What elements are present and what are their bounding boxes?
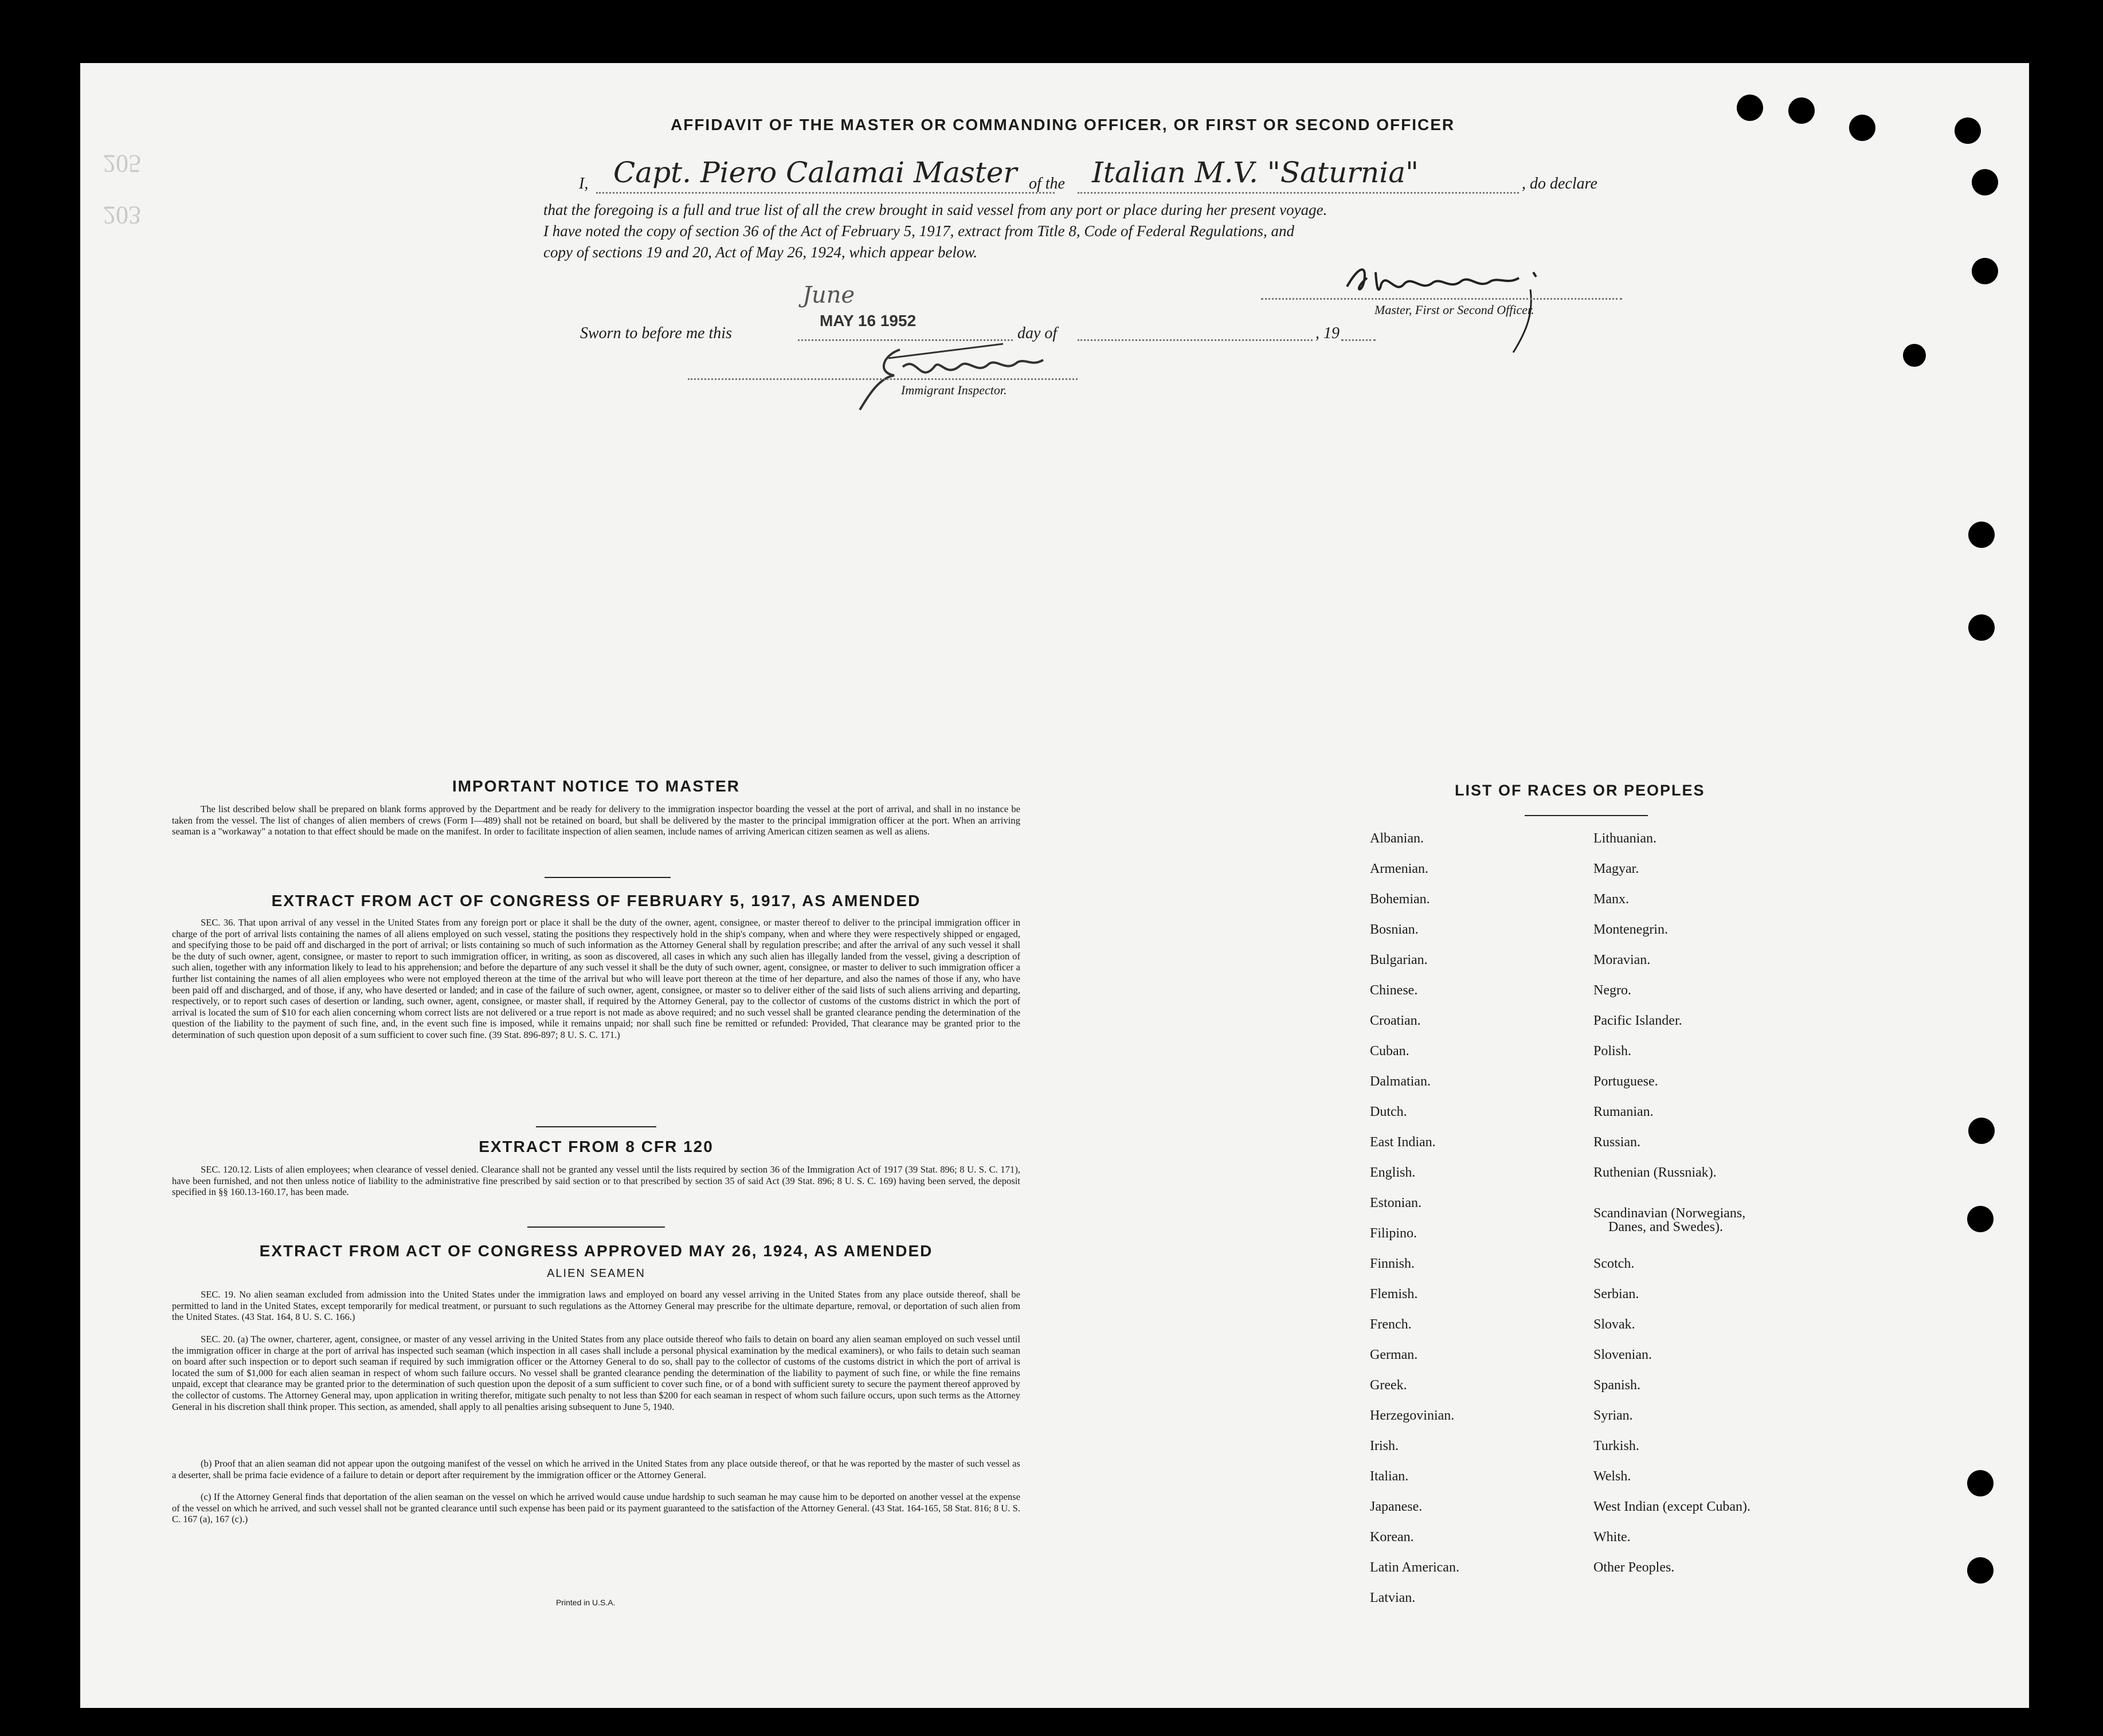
race-item: Latin American. [1370, 1560, 1459, 1575]
race-item: Slovak. [1593, 1317, 1635, 1332]
race-item: Dutch. [1370, 1104, 1407, 1119]
race-item: Magyar. [1593, 861, 1639, 876]
extract-1917-title: EXTRACT FROM ACT OF CONGRESS OF FEBRUARY 5, 1917, AS AMENDED [271, 892, 921, 910]
punch-hole [1968, 1118, 1995, 1144]
race-item: Scandinavian (Norwegians, [1593, 1206, 1746, 1221]
race-item: Moravian. [1593, 953, 1651, 967]
race-item: Finnish. [1370, 1256, 1415, 1271]
extract-1924-sec20c: (c) If the Attorney General finds that deportation of the alien seaman on the vessel on which he arrived would cause undue hardship to such seaman he may cause him to be deported on another vessel at the expense of the vessel on which he arrived, and such vessel shall not be granted clearance until such expense has been paid or its payment guaranteed to the satisfaction of the Attorney General. (43 Stat. 164-165, 58 Stat. 816; 8 U. S. C. 167 (a), 167 (c).) [172, 1491, 1020, 1525]
punch-hole [1968, 522, 1995, 548]
race-item: Flemish. [1370, 1287, 1418, 1302]
punch-hole [1972, 169, 1998, 195]
notice-text: The list described below shall be prepared on blank forms approved by the Department and be ready for delivery to the immigration inspector boarding the vessel at the port of arrival, and shall in no instance be taken from the vessel. The list of changes of alien members of crews (Form I—489) shall not be retained on board, but shall be delivered by the master to the principal immigration officer at the port. When an arriving seaman is a "workaway" a notation to that effect should be made on the manifest. In order to facilitate inspection of alien seamen, include names of arriving American citizen seamen as well as aliens. [172, 804, 1020, 837]
margin-mark: 205 [103, 150, 141, 178]
race-item: Scotch. [1593, 1256, 1635, 1271]
punch-hole [1967, 1470, 1994, 1496]
margin-mark: 203 [103, 201, 141, 229]
punch-hole [1955, 117, 1981, 144]
punch-hole [1967, 1206, 1994, 1232]
race-item: Pacific Islander. [1593, 1013, 1682, 1028]
punch-hole [1967, 1557, 1994, 1584]
extract-1924-sec20a: SEC. 20. (a) The owner, charterer, agent, consignee, or master of any vessel arriving in the United States from any place outside thereof who fails to detain on board any alien seaman employed on such vessel until the immigration officer in charge at the port of arrival has inspected such seaman (which inspection in all cases shall include a personal physical examination by the medical examiners), or who fails to detain such seaman on board after such inspection or to deport such seaman if required by such immigration officer or the Attorney General to do so, shall pay to the collector of customs of the customs district in which the port of arrival is located the sum of $1,000 for each alien seaman in respect of whom such failure occurs. No vessel shall be granted clearance pending the determination of the liability to payment of such fine, or while the fine remains unpaid, except that clearance may be granted prior to the determination of such question upon the deposit of a sum sufficient to cover such fine, or of a bond with sufficient surety to secure the payment thereof approved by the collector of customs. The Attorney General may, upon application in writing therefor, mitigate such penalty to not less than $200 for each seaman in respect of whom such failure occurs, upon such terms as the Attorney General in his discretion shall think proper. This section, as amended, shall apply to all penalties arising subsequent to June 5, 1940. [172, 1334, 1020, 1412]
race-item: Filipino. [1370, 1226, 1417, 1241]
race-item: Montenegrin. [1593, 922, 1668, 937]
year-label: , 19 [1315, 324, 1340, 342]
affidavit-title: AFFIDAVIT OF THE MASTER OR COMMANDING OFFICER, OR FIRST OR SECOND OFFICER [671, 116, 1455, 134]
punch-hole [1737, 95, 1763, 121]
inspector-signature [854, 332, 1072, 421]
master-signature-line [1261, 298, 1622, 300]
race-item: Bohemian. [1370, 892, 1430, 907]
race-item: Slovenian. [1593, 1347, 1652, 1362]
race-item: Danes, and Swedes). [1608, 1220, 1723, 1235]
race-item: Ruthenian (Russniak). [1593, 1165, 1717, 1180]
race-item: English. [1370, 1165, 1416, 1180]
vessel-name-handwritten: Italian M.V. "Saturnia" [1092, 156, 1419, 189]
race-item: Albanian. [1370, 831, 1424, 846]
day-of-line [1078, 339, 1313, 341]
day-of-label: day of [1017, 324, 1058, 342]
race-item: Spanish. [1593, 1378, 1641, 1393]
printed-in-usa: Printed in U.S.A. [556, 1598, 616, 1607]
vessel-dotted-line [1078, 192, 1519, 194]
punch-hole [1788, 97, 1815, 124]
race-item: West Indian (except Cuban). [1593, 1499, 1750, 1514]
race-item: Portuguese. [1593, 1074, 1658, 1089]
extract-cfr-title: EXTRACT FROM 8 CFR 120 [479, 1138, 714, 1155]
race-item: Estonian. [1370, 1196, 1421, 1210]
extract-1924-sec19: SEC. 19. No alien seaman excluded from admission into the United States under the immigration laws and employed on board any vessel arriving in the United States from any place outside thereof, shall be permitted to land in the United States, except temporarily for medical treatment, or pursuant to such regulations as the Attorney General may prescribe for the ultimate departure, removal, or deportation of such alien from the United States. (43 Stat. 164, 8 U. S. C. 166.) [172, 1289, 1020, 1323]
race-item: Turkish. [1593, 1439, 1639, 1453]
year-line [1341, 339, 1376, 341]
do-declare-label: , do declare [1522, 175, 1597, 193]
extract-1924-title: EXTRACT FROM ACT OF CONGRESS APPROVED MAY 26, 1924, AS AMENDED [259, 1242, 933, 1260]
race-item: Russian. [1593, 1135, 1641, 1150]
stamp-correction-handwritten: June [802, 282, 855, 308]
date-stamp: MAY 16 1952 [820, 312, 917, 330]
master-signature-label: Master, First or Second Officer. [1374, 303, 1534, 317]
race-item: East Indian. [1370, 1135, 1436, 1150]
races-title-underline [1525, 815, 1648, 816]
race-item: Croatian. [1370, 1013, 1421, 1028]
race-item: Italian. [1370, 1469, 1409, 1484]
race-item: Bulgarian. [1370, 953, 1428, 967]
race-item: Latvian. [1370, 1590, 1416, 1605]
extract-1917-text: SEC. 36. That upon arrival of any vessel in the United States from any foreign port or place it shall be the duty of the owner, agent, consignee, or master thereof to deliver to the principal immigration officer in charge of the port of arrival lists containing the names of all aliens employed on such vessel, stating the positions they respectively hold in the ship's company, when and where they were respectively shipped or engaged, and specifying those to be paid off and discharged in the port of arrival; or lists containing so much of such information as the Attorney General shall by regulation prescribe; and after the arrival of any such vessel it shall be the duty of such owner, agent, consignee, or master to report to such immigration officer, in writing, as soon as discovered, all cases in which any such alien has illegally landed from the vessel, giving a description of such alien, together with any information likely to lead to his apprehension; and before the departure of any such vessel it shall be the duty of such owner, agent, consignee, or master to deliver to such immigration officer a further list containing the names of all alien employees who were not employed thereon at the time of the arrival but who will leave port thereon at the time of her departure, and also the names of those if any, who have been paid off and discharged, and of those, if any, who have deserted or landed; and in case of the failure of such owner, agent, consignee, or master so to deliver either of the said lists of such aliens arriving and departing, respectively, or to report such cases of desertion or landing, such owner, agent, consignee, or master shall, if required by the Attorney General, pay to the collector of customs of the customs district in which the port of arrival is located the sum of $10 for each alien concerning whom correct lists are not delivered or a true report is not made as above required; and no such vessel shall be granted clearance pending the determination of the question of the liability to the payment of such fine, and, in the event such fine is imposed, while it remains unpaid; nor shall such fine be remitted or refunded: Provided, That clearance may be granted prior to the determination of such question upon deposit of a sum sufficient to cover such fine. (39 Stat. 896-897; 8 U. S. C. 171.) [172, 917, 1020, 1040]
race-item: Syrian. [1593, 1408, 1633, 1423]
race-item: French. [1370, 1317, 1412, 1332]
race-item: Manx. [1593, 892, 1629, 907]
of-the-label: of the [1029, 175, 1065, 193]
race-item: Polish. [1593, 1044, 1632, 1059]
race-item: Armenian. [1370, 861, 1428, 876]
extract-cfr-divider [527, 1226, 665, 1228]
race-item: White. [1593, 1530, 1631, 1545]
race-item: Lithuanian. [1593, 831, 1656, 846]
affidavit-body-line3: copy of sections 19 and 20, Act of May 26, 1924, which appear below. [543, 244, 978, 261]
punch-hole [1903, 344, 1926, 367]
race-item: Herzegovinian. [1370, 1408, 1455, 1423]
extract-cfr-text: SEC. 120.12. Lists of alien employees; when clearance of vessel denied. Clearance shall not be granted any vessel until the lists required by section 36 of the Immigration Act of 1917 (39 Stat. 896; 8 U. S. C. 171), have been furnished, and not then unless notice of liability to the administrative fine prescribed by said section or to that prescribed by section 35 of said Act (39 Stat. 896; 8 U. S. C. 169) having been served, the deposit specified in §§ 160.13-160.17, has been made. [172, 1164, 1020, 1198]
punch-hole [1972, 258, 1998, 284]
race-item: Welsh. [1593, 1469, 1631, 1484]
alien-seamen-subtitle: ALIEN SEAMEN [547, 1267, 645, 1280]
race-item: Rumanian. [1593, 1104, 1654, 1119]
races-title: LIST OF RACES OR PEOPLES [1455, 782, 1705, 799]
captain-name-handwritten: Capt. Piero Calamai Master [613, 156, 1017, 189]
race-item: German. [1370, 1347, 1418, 1362]
affidavit-i-label: I, [579, 175, 589, 193]
race-item: Greek. [1370, 1378, 1407, 1393]
notice-title: IMPORTANT NOTICE TO MASTER [452, 777, 741, 795]
inspector-signature-line [688, 378, 1078, 380]
race-item: Negro. [1593, 983, 1631, 998]
affidavit-body-line1: that the foregoing is a full and true list of all the crew brought in said vessel from any port or place during her present voyage. [543, 201, 1327, 218]
race-item: Japanese. [1370, 1499, 1423, 1514]
sworn-label: Sworn to before me this [580, 324, 732, 342]
race-item: Korean. [1370, 1530, 1414, 1545]
extract-1917-divider [536, 1126, 656, 1127]
punch-hole [1968, 614, 1995, 641]
race-item: Dalmatian. [1370, 1074, 1431, 1089]
race-item: Other Peoples. [1593, 1560, 1675, 1575]
race-item: Cuban. [1370, 1044, 1409, 1059]
race-item: Bosnian. [1370, 922, 1419, 937]
name-dotted-line [596, 192, 1055, 194]
affidavit-body-line2: I have noted the copy of section 36 of the Act of February 5, 1917, extract from Title 8, Code of Federal Regulations, and [543, 222, 1295, 240]
inspector-label: Immigrant Inspector. [901, 383, 1007, 397]
extract-1924-sec20b: (b) Proof that an alien seaman did not appear upon the outgoing manifest of the vessel on which he arrived in the United States from any place outside thereof, or that he was reported by the master of such vessel as a deserter, shall be prima facie evidence of a failure to detain or deport after requirement by the immigration officer or the Attorney General. [172, 1458, 1020, 1480]
notice-divider [545, 877, 671, 878]
bleed-through-marks [103, 138, 189, 241]
punch-hole [1849, 115, 1875, 141]
race-item: Chinese. [1370, 983, 1418, 998]
race-item: Irish. [1370, 1439, 1399, 1453]
race-item: Serbian. [1593, 1287, 1639, 1302]
